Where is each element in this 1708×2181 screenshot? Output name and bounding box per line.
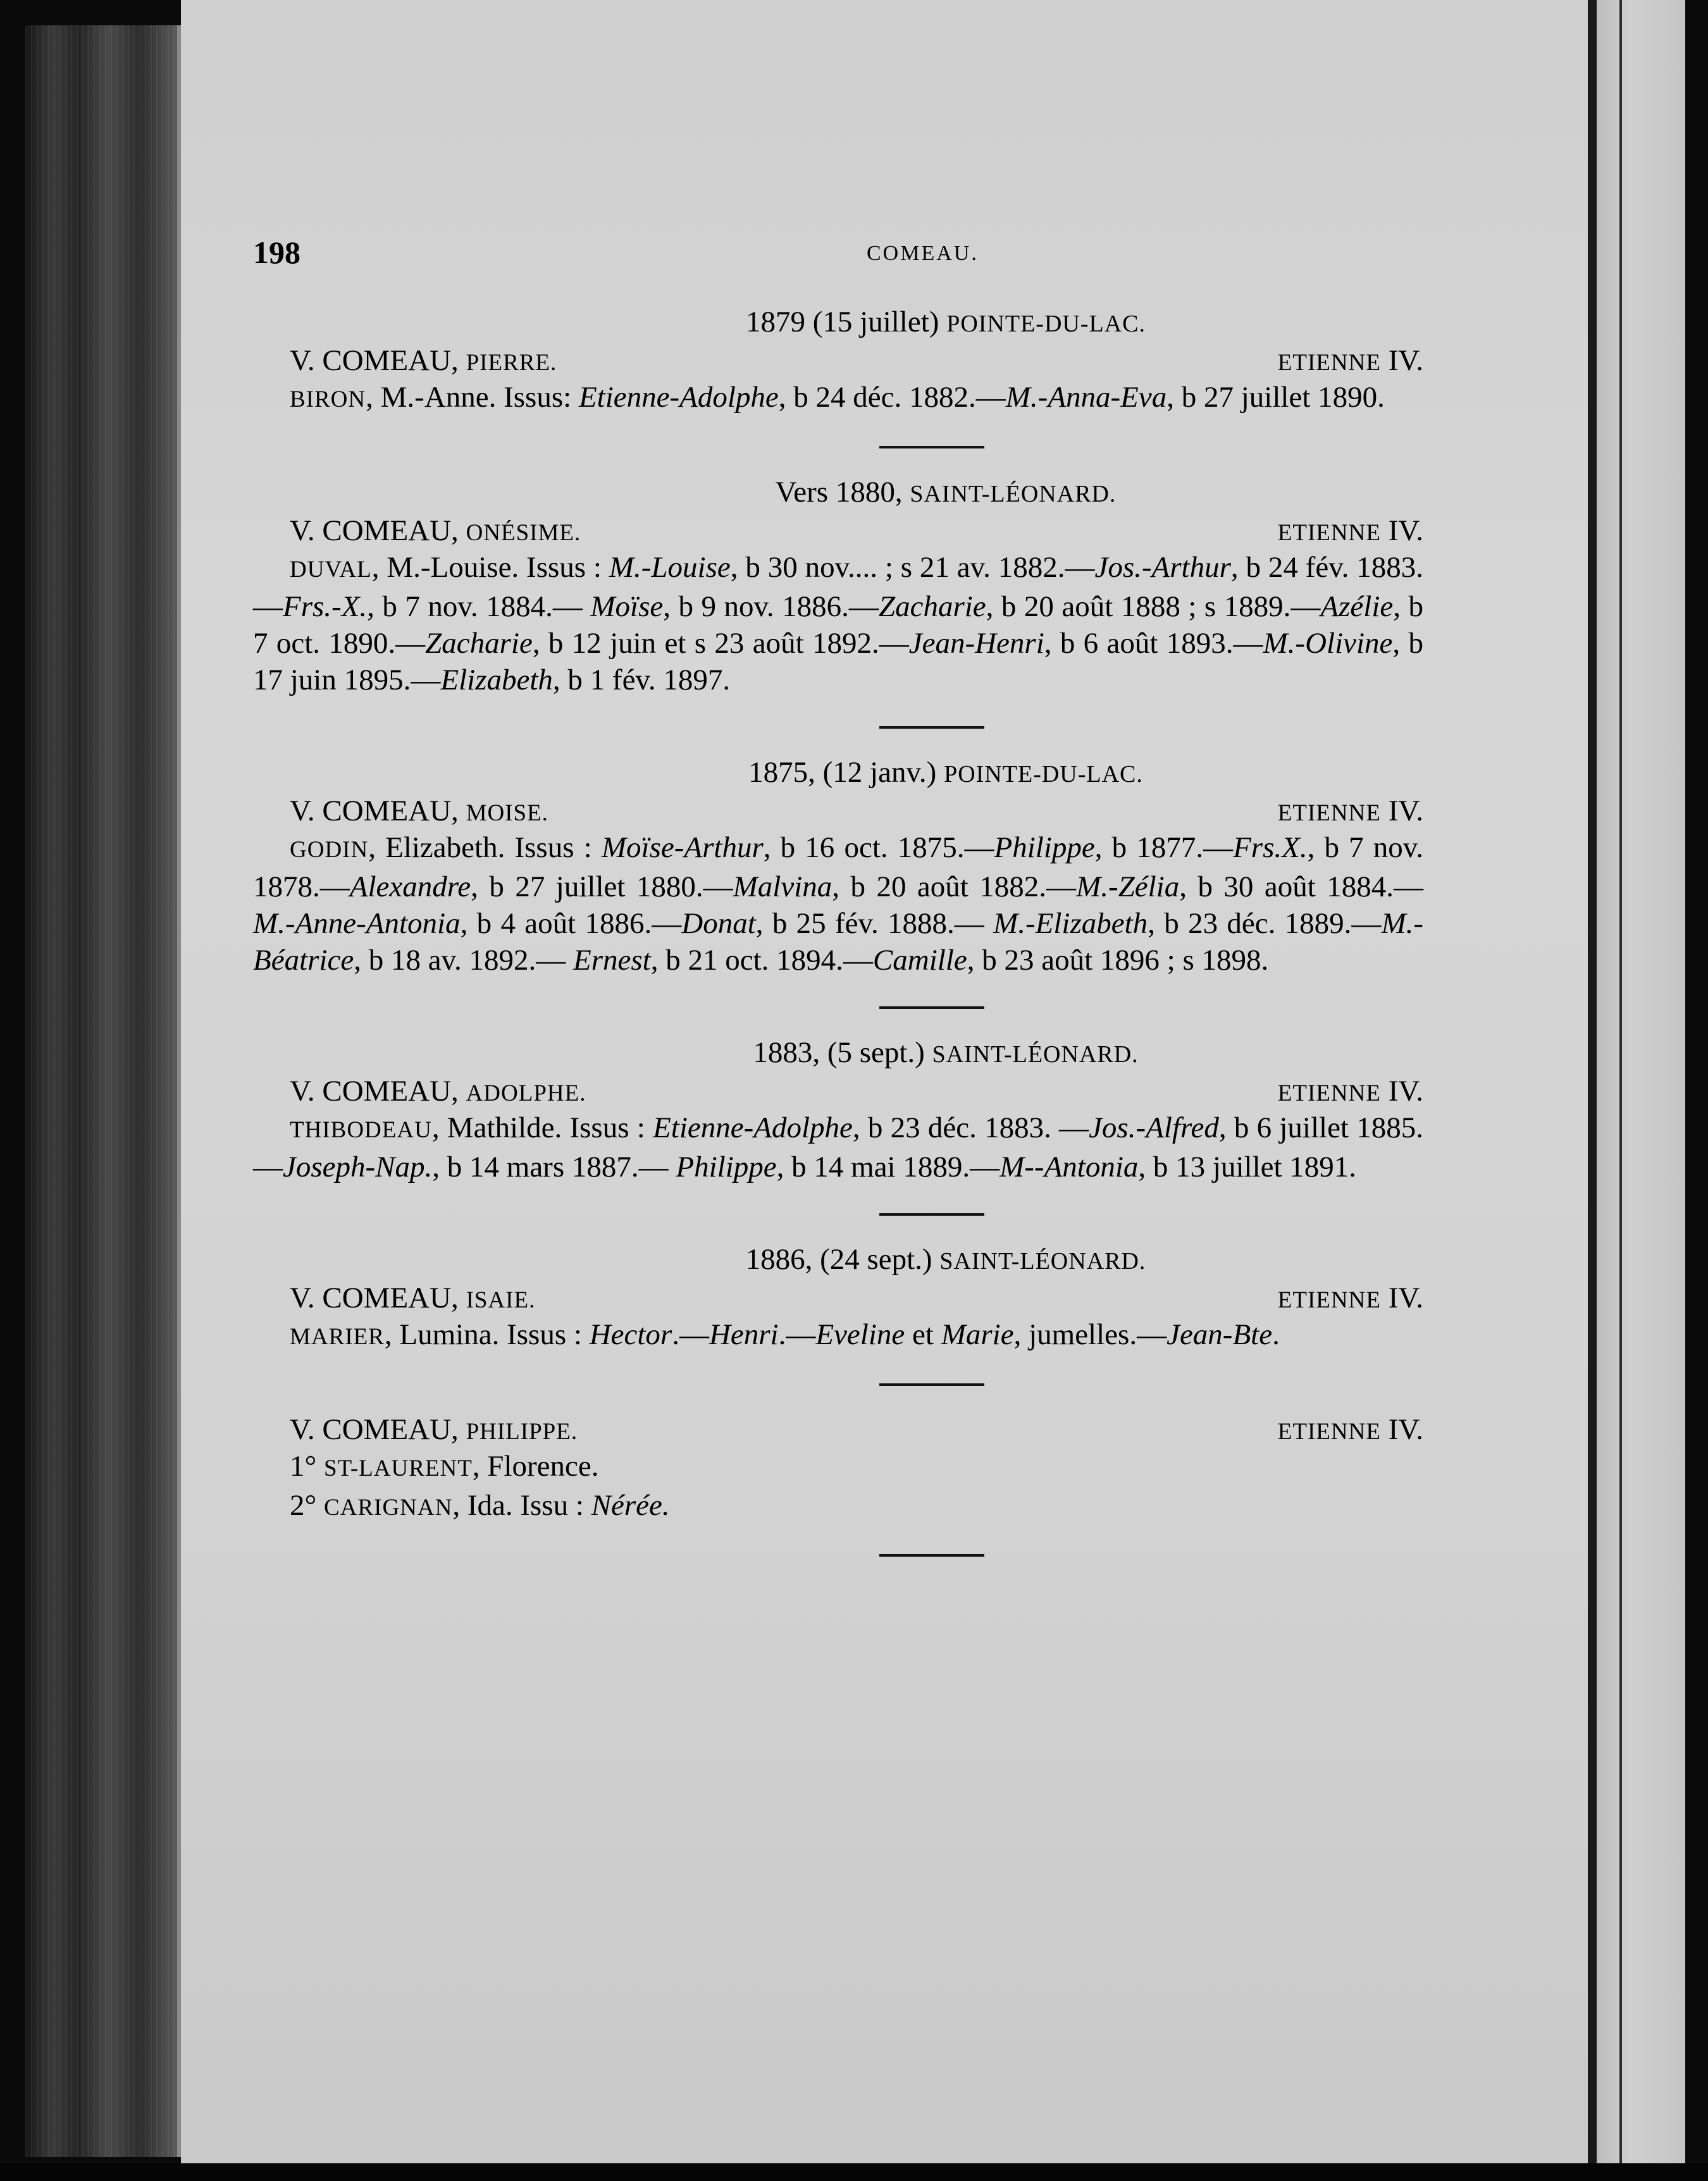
entry-issue-text xyxy=(253,829,1423,979)
entry-place-name: POINTE-DU-LAC. xyxy=(946,311,1146,337)
entry-v-prefix: V. COMEAU, xyxy=(290,1413,459,1446)
entry-place-line xyxy=(468,1241,1423,1280)
child-detail: .— xyxy=(672,1318,709,1351)
child-name: M.-Zélia xyxy=(1076,870,1180,903)
child-detail: , b 25 fév. 1888.— xyxy=(755,907,994,940)
child-detail: , b 27 juillet 1890. xyxy=(1167,381,1385,414)
child-name: Marie xyxy=(941,1318,1014,1351)
child-detail: . xyxy=(1272,1318,1280,1351)
child-name: Ernest xyxy=(573,944,651,977)
entry-place-date: 1875, (12 janv.) xyxy=(748,756,937,789)
child-name: Jos.-Arthur xyxy=(1094,551,1231,584)
entry-head-line xyxy=(253,1411,1423,1448)
child-detail: , b 24 fév. 1883.— xyxy=(253,551,1423,623)
entry-v-prefix: V. COMEAU, xyxy=(290,514,459,547)
right-page-edge xyxy=(1597,0,1685,2163)
entry-v-prefix: V. COMEAU, xyxy=(290,344,459,377)
child-name: Frs.X. xyxy=(1233,831,1308,864)
genealogy-entry xyxy=(253,474,1423,729)
child-detail: , b 14 mars 1887.— xyxy=(432,1151,676,1183)
entry-head-line xyxy=(253,1073,1423,1109)
child-name: M.-Béatrice xyxy=(253,907,1423,977)
entry-place-name: POINTE-DU-LAC. xyxy=(944,761,1143,788)
child-name: Henri xyxy=(709,1318,779,1351)
entry-place-line xyxy=(468,474,1423,512)
entry-place-line xyxy=(468,304,1423,342)
section-divider xyxy=(879,1554,984,1557)
child-detail: , b 21 oct. 1894.— xyxy=(650,944,873,977)
child-name: Zacharie xyxy=(425,627,533,660)
child-detail: , b 24 déc. 1882.— xyxy=(778,381,1006,414)
entry-v-prefix: V. COMEAU, xyxy=(290,1282,459,1314)
child-detail: , b 30 nov.... ; s 21 av. 1882.— xyxy=(730,551,1095,584)
child-detail: , b 7 oct. 1890.— xyxy=(253,590,1424,660)
section-divider xyxy=(879,1213,984,1216)
page-text-block xyxy=(253,234,1423,1582)
child-name: Moïse xyxy=(590,590,664,623)
child-detail: , b 23 déc. 1883. — xyxy=(852,1111,1089,1144)
child-detail: , b 27 juillet 1880.— xyxy=(471,870,733,903)
child-detail: .— xyxy=(778,1318,816,1351)
spouse-line-second: 2° CARIGNAN, Ida. Issu : Nérée. xyxy=(290,1489,670,1522)
child-detail: , b 23 déc. 1889.— xyxy=(1148,907,1382,940)
entry-lineage: ETIENNE IV. xyxy=(1277,1075,1423,1108)
entry-spouse-name: THIBODEAU xyxy=(290,1117,432,1143)
child-name: Joseph-Nap. xyxy=(283,1151,433,1183)
right-page-gutter xyxy=(1588,0,1597,2163)
child-name: Jean-Henri xyxy=(908,627,1044,660)
entry-given-name: ISAIE. xyxy=(466,1287,536,1313)
child-detail: , b 23 août 1896 ; s 1898. xyxy=(967,944,1269,977)
child-detail: , b 20 août 1882.— xyxy=(832,870,1077,903)
child-detail: , b 6 juillet 1885.— xyxy=(253,1111,1423,1183)
entry-head-line xyxy=(253,512,1423,549)
child-detail: et xyxy=(905,1318,941,1351)
child-name: Jean-Bte xyxy=(1167,1318,1273,1351)
child-detail: , b 16 oct. 1875.— xyxy=(763,831,994,864)
entry-given-name: ONÉSIME. xyxy=(466,520,581,546)
child-name: Alexandre xyxy=(349,870,471,903)
entry-spouse-name: MARIER xyxy=(290,1324,385,1350)
page-header xyxy=(253,234,1423,278)
child-name: Jos.-Alfred xyxy=(1089,1111,1219,1144)
entry-v-prefix: V. COMEAU, xyxy=(290,1075,459,1108)
child-name: M.-Olivine xyxy=(1263,627,1393,660)
child-detail: , b 14 mai 1889.— xyxy=(776,1151,1000,1183)
entry-place-date: 1883, (5 sept.) xyxy=(753,1036,925,1069)
child-detail: , b 13 juillet 1891. xyxy=(1138,1151,1357,1183)
child-name: Etienne-Adolphe xyxy=(578,381,779,414)
entry-given-name: PHILIPPE. xyxy=(466,1419,578,1445)
child-detail: , b 20 août 1888 ; s 1889.— xyxy=(986,590,1321,623)
child-name: Eveline xyxy=(815,1318,905,1351)
entry-spouse-rest: , Lumina. Issus : xyxy=(384,1318,590,1351)
entry-lineage: ETIENNE IV. xyxy=(1277,1282,1423,1314)
child-name: Philippe xyxy=(676,1151,777,1183)
section-divider xyxy=(879,726,984,729)
child-detail: , b 7 nov. 1878.— xyxy=(253,831,1423,903)
entry-lineage: ETIENNE IV. xyxy=(1277,344,1423,377)
genealogy-entry xyxy=(253,304,1423,448)
child-name: M.-Elizabeth xyxy=(993,907,1148,940)
section-divider xyxy=(879,1383,984,1386)
genealogy-entry xyxy=(253,754,1423,1009)
entry-v-prefix: V. COMEAU, xyxy=(290,794,459,827)
child-detail: , b 17 juin 1895.— xyxy=(253,627,1424,696)
entry-place-date: 1879 (15 juillet) xyxy=(745,306,939,338)
entry-given-name: ADOLPHE. xyxy=(466,1080,586,1106)
page-number: 198 xyxy=(253,235,300,270)
entry-place-date: Vers 1880, xyxy=(775,476,903,509)
child-detail: , b 9 nov. 1886.— xyxy=(663,590,879,623)
child-detail: , b 18 av. 1892.— xyxy=(354,944,574,977)
child-name: Hector xyxy=(589,1318,672,1351)
page-edge-lines xyxy=(25,25,177,2157)
entry-lineage: ETIENNE IV. xyxy=(1277,794,1423,827)
child-name: Malvina xyxy=(733,870,832,903)
running-head: COMEAU. xyxy=(867,242,979,265)
entry-given-name: MOISE. xyxy=(466,800,548,826)
child-detail: , jumelles.— xyxy=(1013,1318,1167,1351)
entry-head-line xyxy=(253,342,1423,379)
child-name: Moïse-Arthur xyxy=(601,831,764,864)
child-name: Camille xyxy=(872,944,967,977)
genealogy-entry-last xyxy=(253,1411,1423,1557)
entry-lineage: ETIENNE IV. xyxy=(1277,514,1423,547)
child-name: M.-Louise xyxy=(609,551,731,584)
child-name: Etienne-Adolphe xyxy=(653,1111,853,1144)
entry-spouse-name: BIRON xyxy=(290,386,366,412)
entry-lineage: ETIENNE IV. xyxy=(1277,1413,1423,1446)
child-detail: , b 30 août 1884.— xyxy=(1179,870,1423,903)
child-detail: , b 1 fév. 1897. xyxy=(552,664,731,696)
entry-issue-text xyxy=(253,1109,1423,1185)
child-name: M--Antonia xyxy=(999,1151,1139,1183)
genealogy-entry xyxy=(253,1034,1423,1216)
right-edge-line xyxy=(1619,0,1622,2163)
entry-given-name: PIERRE. xyxy=(466,350,557,376)
genealogy-entry xyxy=(253,1241,1423,1386)
child-detail: , b 1877.— xyxy=(1094,831,1234,864)
spouse-line-first: 1° ST-LAURENT, Florence. xyxy=(290,1450,599,1483)
child-name: Azélie xyxy=(1320,590,1394,623)
entry-place-name: SAINT-LÉONARD. xyxy=(939,1248,1146,1275)
child-name: Zacharie xyxy=(878,590,986,623)
entry-spouse-rest: , M.-Anne. Issus: xyxy=(366,381,579,414)
child-name: Philippe xyxy=(994,831,1095,864)
entry-spouse-name: DUVAL xyxy=(290,557,372,583)
entry-head-line xyxy=(253,793,1423,829)
child-name: M.-Anne-Antonia xyxy=(253,907,461,940)
child-name: Donat xyxy=(681,907,756,940)
entry-place-name: SAINT-LÉONARD. xyxy=(932,1041,1139,1068)
entry-issue-text xyxy=(253,1316,1423,1356)
child-detail: , b 12 juin et s 23 août 1892.— xyxy=(532,627,909,660)
child-name: Elizabeth xyxy=(440,664,553,696)
bottom-border xyxy=(0,2163,1708,2181)
entry-place-date: 1886, (24 sept.) xyxy=(745,1243,932,1276)
entry-spouse-name: GODIN xyxy=(290,837,369,863)
entry-spouse-rest: , Elizabeth. Issus : xyxy=(368,831,602,864)
entry-place-name: SAINT-LÉONARD. xyxy=(910,481,1117,507)
entry-head-line xyxy=(253,1280,1423,1316)
entry-issue-text xyxy=(253,379,1423,418)
child-name: Frs.-X. xyxy=(283,590,368,623)
section-divider xyxy=(879,446,984,448)
entry-spouse-rest: , Mathilde. Issus : xyxy=(431,1111,653,1144)
child-detail: , b 4 août 1886.— xyxy=(460,907,682,940)
entry-place-line xyxy=(468,754,1423,793)
entry-issue-text xyxy=(253,549,1423,698)
child-name: M.-Anna-Eva xyxy=(1005,381,1167,414)
genealogy-entries xyxy=(253,304,1423,1386)
child-detail: , b 6 août 1893.— xyxy=(1044,627,1263,660)
child-detail: , b 7 nov. 1884.— xyxy=(367,590,591,623)
entry-spouse-rest: , M.-Louise. Issus : xyxy=(371,551,609,584)
section-divider xyxy=(879,1006,984,1009)
entry-place-line xyxy=(468,1034,1423,1073)
